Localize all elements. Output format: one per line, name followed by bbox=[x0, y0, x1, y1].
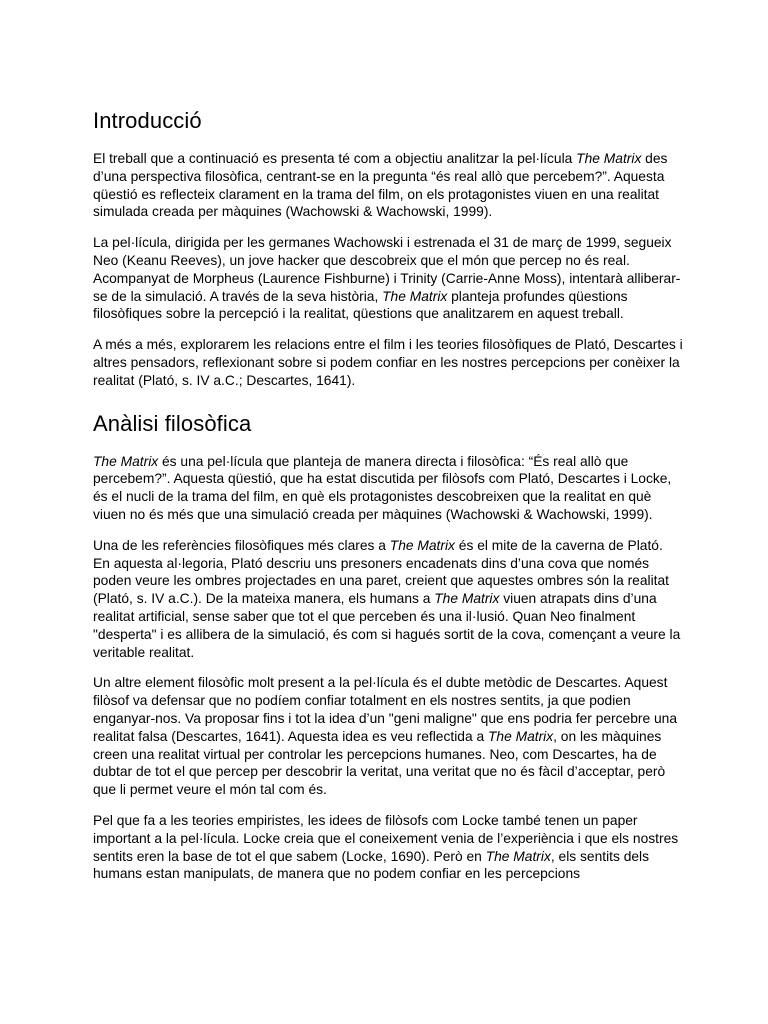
text-span: El treball que a continuació es presenta té com a objectiu analitzar la pel·lícula bbox=[93, 151, 577, 166]
text-span: , on les màquines creen una realitat virtual per controlar les percepcions humanes. Neo, com Descartes, ha de dubtar de tot el que percep per descobrir la veritat, una veritat que no és fàcil d’acceptar, però que li permet veure el món tal com és. bbox=[93, 728, 669, 798]
paragraph bbox=[93, 150, 683, 221]
text-span: A més a més, explorarem les relacions entre el film i les teories filosòfiques de Plató, Descartes i altres pensadors, reflexionant sobre si podem confiar en les nostres percepcions per conèixer la realitat (Plató, s. IV a.C.; Descartes, 1641). bbox=[93, 337, 687, 388]
film-title-italic: The Matrix bbox=[389, 537, 455, 553]
text-span: Un altre element filosòfic molt present a la pel·lícula és el dubte metòdic de Descartes. Aquest filòsof va defensar que no podíem confiar totalment en els nostres sentits, ja que podien enganyar-nos. Va proposar fins i tot la idea d’un "geni maligne" que ens podria fer percebre una realitat falsa (Descartes, 1641). Aquesta idea es veu reflectida a bbox=[93, 675, 681, 744]
text-span: La pel·lícula, dirigida per les germanes Wachowski i estrenada el 31 de març de 1999, segueix Neo (Keanu Reeves), un jove hacker que descobreix que el món que percep no és real. Acompanyat de Morpheus (Laurence Fishburne) i Trinity (Carrie-Anne Moss), intentarà alliberar-se de la simulació. A través de la seva història, bbox=[93, 235, 681, 304]
document-page bbox=[93, 106, 687, 896]
text-span: és una pel·lícula que planteja de manera directa i filosòfica: “És real allò que percebem?”. Aquesta qüestió, que ha estat discutida per filòsofs com Plató, Descartes i Locke, és el nucli de la trama del film, en què els protagonistes descobreixen que la realitat en què viuen no és més que una simulació creada per màquines (Wachowski & Wachowski, 1999). bbox=[93, 453, 676, 522]
paragraph bbox=[93, 336, 687, 389]
paragraph bbox=[93, 674, 683, 799]
paragraph bbox=[93, 234, 683, 323]
text-span: és el mite de la caverna de Plató. En aquesta al·legoria, Plató descriu uns presoners encadenats dins d’una cova que només poden veure les ombres projectades en una paret, creient que aquestes ombres són la realitat (Plató, s. IV a.C.). De la mateixa manera, els humans a bbox=[93, 537, 673, 607]
film-title-italic: The Matrix bbox=[576, 151, 642, 166]
film-title-italic: The Matrix bbox=[93, 453, 159, 469]
film-title-italic: The Matrix bbox=[485, 848, 551, 864]
film-title-italic: The Matrix bbox=[487, 728, 554, 744]
text-span: Una de les referències filosòfiques més clares a bbox=[93, 537, 390, 553]
text-span: des d’una perspectiva filosòfica, centrant-se en la pregunta “és real allò que percebem?”. Aquesta qüestió es reflecteix clarament en la trama del film, on els protagonistes viuen en una realitat simulada creada per màquines (Wachowski & Wachowski, 1999). bbox=[93, 151, 672, 220]
section-heading-analisi-filosofica: Anàlisi filosòfica bbox=[93, 410, 252, 436]
film-title-italic: The Matrix bbox=[382, 288, 448, 304]
text-span: viuen atrapats dins d’una realitat artificial, sense saber que tot el que perceben és una il·lusió. Quan Neo finalment "desperta" i es allibera de la simulació, és com si hagués sortit de la cova, començant a veure la veritable realitat. bbox=[93, 591, 685, 660]
text-span: , els sentits dels humans estan manipulats, de manera que no podem confiar en les percepcions bbox=[93, 848, 653, 882]
text-span: planteja profundes qüestions filosòfiques sobre la percepció i la realitat, qüestions que analitzarem en aquest treball. bbox=[93, 288, 632, 322]
film-title-italic: The Matrix bbox=[434, 591, 500, 607]
section-heading-introduccio: Introducció bbox=[93, 108, 202, 133]
paragraph bbox=[93, 812, 683, 883]
text-span: Pel que fa a les teories empiristes, les idees de filòsofs com Locke també tenen un paper important a la pel·lícula. Locke creia que el coneixement venia de l’experiència i que els nostres sentits eren la base de tot el que sabem (Locke, 1690). Però en bbox=[93, 812, 683, 864]
paragraph bbox=[93, 453, 683, 524]
paragraph bbox=[93, 537, 683, 662]
